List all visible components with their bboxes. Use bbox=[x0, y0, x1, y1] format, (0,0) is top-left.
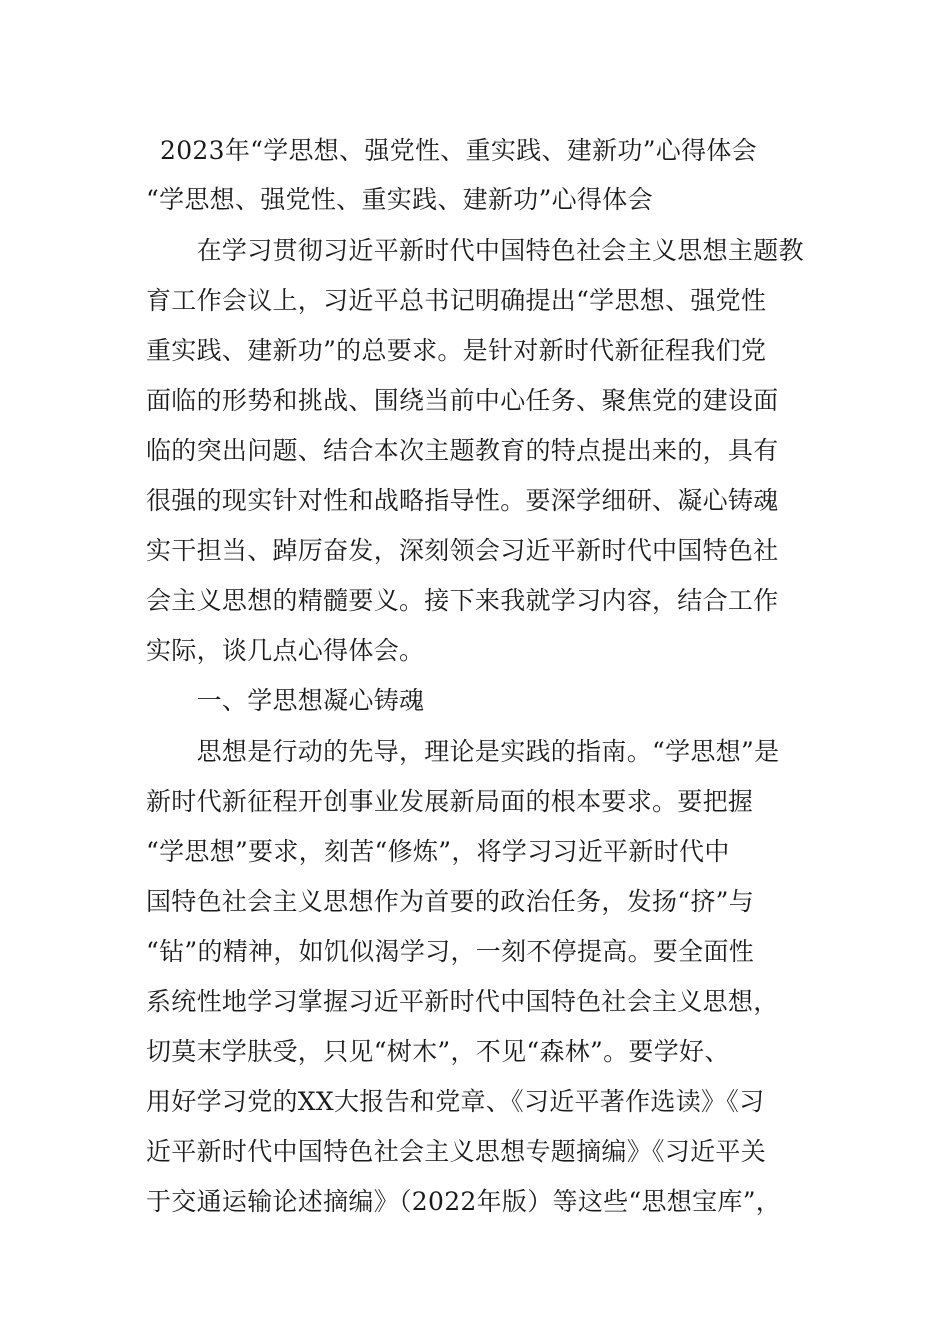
paragraph-line: 重实践、建新功”的总要求。是针对新时代新征程我们党 bbox=[146, 336, 767, 365]
paragraph-line: 面临的形势和挑战、围绕当前中心任务、聚焦党的建设面 bbox=[146, 386, 779, 415]
paragraph-line: 很强的现实针对性和战略指导性。要深学细研、凝心铸魂 bbox=[146, 486, 779, 515]
paragraph-line: 用好学习党的XX大报告和党章、《习近平著作选读》《习 bbox=[146, 1087, 765, 1116]
paragraph-line: 会主义思想的精髓要义。接下来我就学习内容，结合工作 bbox=[146, 586, 779, 615]
paragraph-line: 实干担当、踔厉奋发，深刻领会习近平新时代中国特色社 bbox=[146, 536, 779, 565]
paragraph-line: 国特色社会主义思想作为首要的政治任务，发扬“挤”与 bbox=[146, 887, 755, 916]
section-heading: 一、学思想凝心铸魂 bbox=[146, 686, 425, 715]
paragraph-line: 在学习贯彻习近平新时代中国特色社会主义思想主题教 bbox=[146, 236, 804, 265]
paragraph-line: 思想是行动的先导，理论是实践的指南。“学思想”是 bbox=[146, 737, 780, 766]
paragraph-line: 新时代新征程开创事业发展新局面的根本要求。要把握 bbox=[146, 787, 754, 816]
paragraph-line: 切莫末学肤受，只见“树木”，不见“森林”。要学好、 bbox=[146, 1037, 730, 1066]
paragraph-line: 于交通运输论述摘编》（2022年版）等这些“思想宝库”， bbox=[146, 1187, 782, 1216]
paragraph-line: 临的突出问题、结合本次主题教育的特点提出来的，具有 bbox=[146, 436, 779, 465]
document-subtitle: “学思想、强党性、重实践、建新功”心得体会 bbox=[146, 185, 653, 214]
paragraph-line: “学思想”要求，刻苦“修炼”，将学习习近平新时代中 bbox=[146, 837, 730, 866]
paragraph-line: 近平新时代中国特色社会主义思想专题摘编》《习近平关 bbox=[146, 1137, 767, 1166]
paragraph-line: 育工作会议上，习近平总书记明确提出“学思想、强党性 bbox=[146, 286, 767, 315]
document-title: 2023年“学思想、强党性、重实践、建新功”心得体会 bbox=[160, 136, 757, 165]
paragraph-line: “钻”的精神，如饥似渴学习，一刻不停提高。要全面性 bbox=[146, 937, 755, 966]
paragraph-line: 实际，谈几点心得体会。 bbox=[146, 636, 425, 665]
paragraph-line: 系统性地学习掌握习近平新时代中国特色社会主义思想， bbox=[146, 987, 779, 1016]
